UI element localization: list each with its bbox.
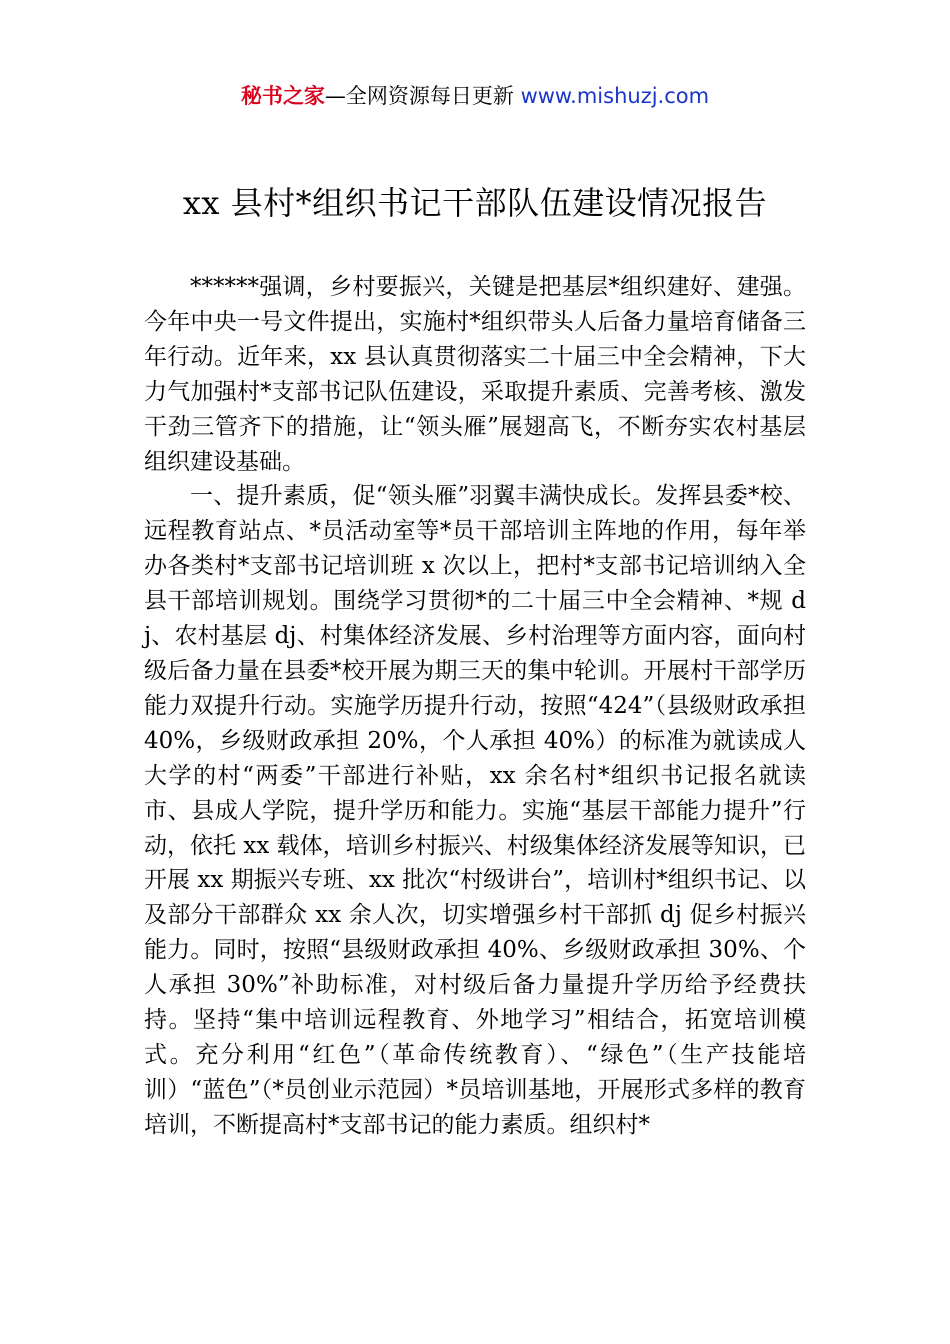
site-header (0, 80, 950, 112)
paragraph-section-one: 一、提升素质，促“领头雁”羽翼丰满快成长。发挥县委*校、远程教育站点、*员活动室等*员干部培训主阵地的作用，每年举办各类村*支部书记培训班 x 次以上，把村*支部书记培训纳入全县干部培训规划。围绕学习贯彻*的二十届三中全会精神、*规 dj、农村基层 dj、村集体经济发展、乡村治理等方面内容，面向村级后备力量在县委*校开展为期三天的集中轮训。开展村干部学历能力双提升行动。实施学历提升行动，按照“424”（县级财政承担 40%，乡级财政承担 20%，个人承担 40%）的标准为就读成人大学的村“两委”干部进行补贴，xx 余名村*组织书记报名就读市、县成人学院，提升学历和能力。实施“基层干部能力提升”行动，依托 xx 载体，培训乡村振兴、村级集体经济发展等知识，已开展 xx 期振兴专班、xx 批次“村级讲台”，培训村*组织书记、以及部分干部群众 xx 余人次，切实增强乡村干部抓 dj 促乡村振兴能力。同时，按照“县级财政承担 40%、乡级财政承担 30%、个人承担 30%”补助标准，对村级后备力量提升学历给予经费扶持。坚持“集中培训远程教育、外地学习”相结合，拓宽培训模式。充分利用“红色”（革命传统教育）、“绿色”（生产技能培训）“蓝色”（*员创业示范园）*员培训基地，开展形式多样的教育培训，不断提高村*支部书记的能力素质。组织村* (144, 483, 806, 1138)
document-body (144, 270, 806, 1143)
site-brand: 秘书之家 (240, 84, 325, 108)
site-tagline: —全网资源每日更新 (324, 84, 521, 108)
document-title: xx 县村*组织书记干部队伍建设情况报告 (182, 184, 768, 222)
site-url-link[interactable]: www.mishuzj.com (520, 84, 710, 108)
paragraph-intro: ******强调，乡村要振兴，关键是把基层*组织建好、建强。今年中央一号文件提出，实施村*组织带头人后备力量培育储备三年行动。近年来，xx 县认真贯彻落实二十届三中全会精神，下大力气加强村*支部书记队伍建设，采取提升素质、完善考核、激发干劲三管齐下的措施，让“领头雁”展翅高飞，不断夯实农村基层组织建设基础。 (144, 274, 806, 475)
